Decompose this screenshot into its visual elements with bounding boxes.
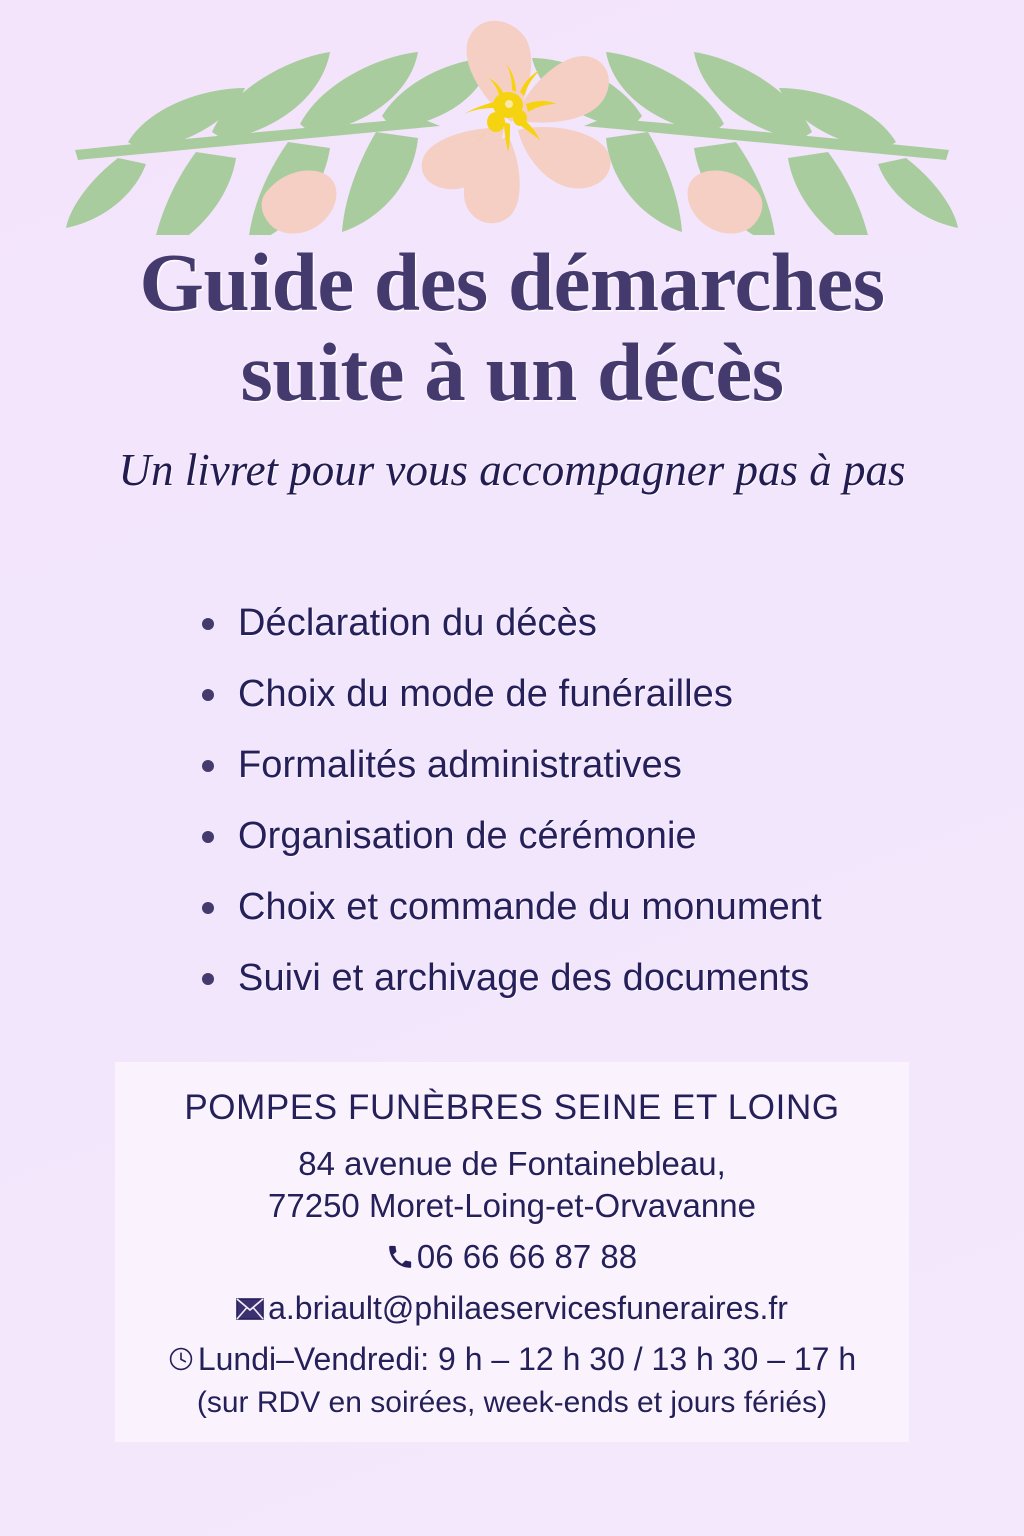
page-title-line-1: Guide des démarches xyxy=(139,236,885,328)
list-item-label: Choix du mode de funérailles xyxy=(238,673,733,715)
list-item xyxy=(198,801,938,872)
list-item-label: Formalités administratives xyxy=(238,744,682,786)
page-title-line-2: suite à un décès xyxy=(240,325,784,418)
page-title xyxy=(0,238,1024,417)
list-item xyxy=(198,872,938,943)
bullet-dot-icon xyxy=(202,831,214,843)
hours-row xyxy=(115,1328,909,1379)
bullet-dot-icon xyxy=(202,902,214,914)
email-address: a.briault@philaeservicesfuneraires.fr xyxy=(268,1289,788,1326)
list-item xyxy=(198,943,938,1014)
envelope-icon xyxy=(236,1297,264,1321)
flower-blossom xyxy=(422,21,611,224)
page-subtitle: Un livret pour vous accompagner pas à pas xyxy=(118,445,906,496)
list-item xyxy=(198,730,938,801)
address-line-1: 84 avenue de Fontainebleau, xyxy=(298,1145,726,1182)
list-item-label: Suivi et archivage des documents xyxy=(238,957,810,999)
title-block xyxy=(0,238,1024,497)
hours-note: (sur RDV en soirées, week-ends et jours fériés) xyxy=(196,1385,828,1419)
bullet-dot-icon xyxy=(202,618,214,630)
list-item xyxy=(198,588,938,659)
list-item-label: Choix et commande du monument xyxy=(238,886,822,928)
list-item xyxy=(198,659,938,730)
phone-row xyxy=(115,1227,909,1277)
phone-number: 06 66 66 87 88 xyxy=(416,1237,638,1275)
contact-card xyxy=(115,1062,909,1442)
phone-icon xyxy=(387,1244,413,1270)
address-line-2: 77250 Moret-Loing-et-Orvavanne xyxy=(268,1187,756,1225)
floral-header-decoration xyxy=(0,0,1024,235)
list-item-label: Organisation de cérémonie xyxy=(238,815,697,857)
list-item-label: Déclaration du décès xyxy=(238,602,597,644)
topics-list xyxy=(198,588,938,1014)
bullet-dot-icon xyxy=(202,973,214,985)
clock-icon xyxy=(168,1346,194,1372)
bullet-dot-icon xyxy=(202,760,214,772)
opening-hours: Lundi–Vendredi: 9 h – 12 h 30 / 13 h 30 – 17 h xyxy=(197,1340,857,1377)
email-row xyxy=(115,1277,909,1328)
bullet-dot-icon xyxy=(202,689,214,701)
company-name: POMPES FUNÈBRES SEINE ET LOING xyxy=(184,1088,840,1127)
